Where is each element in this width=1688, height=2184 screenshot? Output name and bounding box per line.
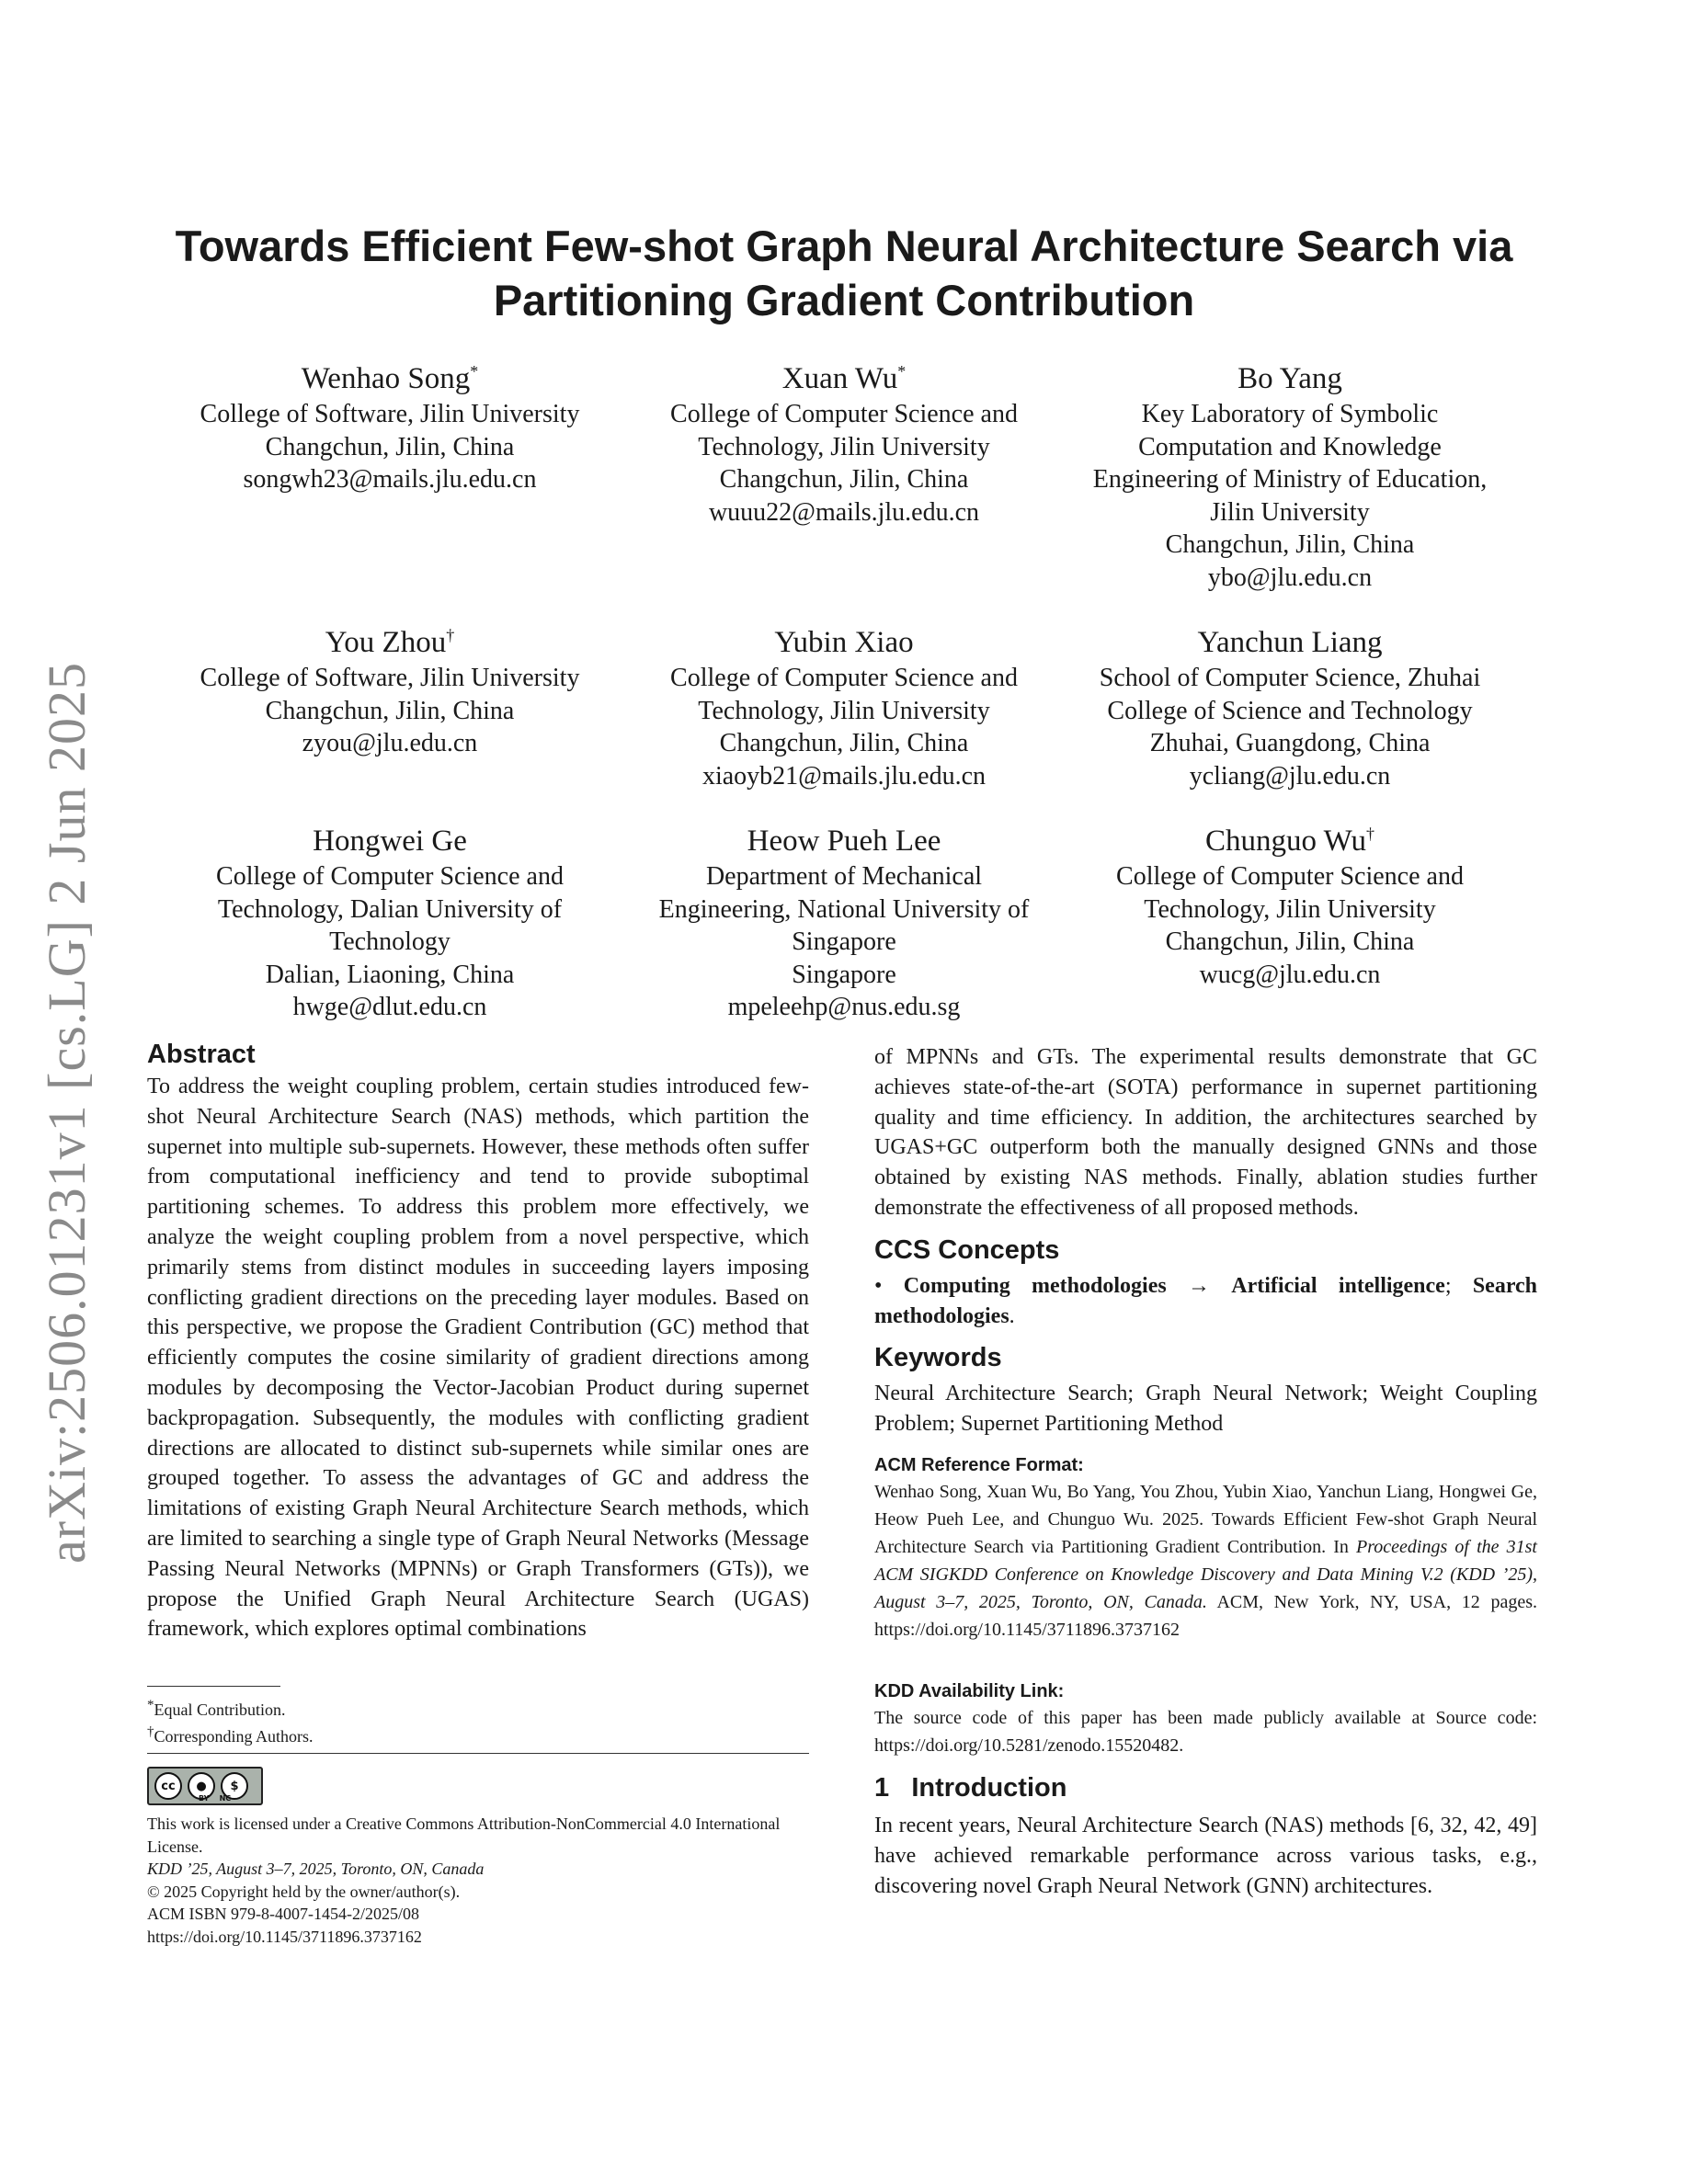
- author-affiliation-line: College of Computer Science and: [216, 862, 564, 891]
- author-block: [628, 815, 1060, 1024]
- ccs-concepts: • Computing methodologies → Artificial intelligence; Search methodologies.: [874, 1273, 1538, 1328]
- license-block: [147, 1813, 818, 1948]
- license-doi: https://doi.org/10.1145/3711896.3737162: [147, 1927, 422, 1946]
- author-block: [1074, 617, 1506, 792]
- author-name: Hongwei Ge: [313, 825, 467, 858]
- abstract-heading: Abstract: [147, 1040, 256, 1069]
- author-block: [1074, 815, 1506, 991]
- author-block: [174, 353, 606, 496]
- cc-badge-labels: BY NC: [199, 1794, 232, 1803]
- author-affiliation-line: College of Science and Technology: [1107, 696, 1473, 725]
- right-column: [874, 1042, 1537, 1901]
- license-isbn: ACM ISBN 979-8-4007-1454-2/2025/08: [147, 1905, 419, 1923]
- author-affiliation-line: Singapore: [792, 927, 896, 956]
- license-copyright: © 2025 Copyright held by the owner/author(s).: [147, 1882, 461, 1901]
- keywords-heading: Keywords: [874, 1343, 1002, 1373]
- license-rule: [147, 1753, 809, 1754]
- author-email: hwge@dlut.edu.cn: [292, 993, 487, 1021]
- author-affiliation-line: Technology, Dalian University of: [217, 894, 563, 924]
- author-affiliation-line: School of Computer Science, Zhuhai: [1099, 664, 1481, 692]
- author-mark: †: [1366, 825, 1374, 843]
- acm-ref-text: Wenhao Song, Xuan Wu, Bo Yang, You Zhou, Yubin Xiao, Yanchun Liang, Hongwei Ge, Heow Pueh Lee, and Chunguo Wu. 2025. Towards Efficient Few-shot Graph Neural Architecture Search via Partitioning Gradient Contribution. In Proceedings of the 31st ACM SIGKDD Conference on Knowledge Discovery and Data Mining V.2 (KDD ’25), August 3–7, 2025, Toronto, ON, Canada. ACM, New York, NY, USA, 12 pages. https://doi.org/10.1145/3711896.3737162: [874, 1481, 1537, 1640]
- author-name: You Zhou†: [325, 626, 455, 659]
- abstract-text-right: of MPNNs and GTs. The experimental results demonstrate that GC achieves state-of-the-art (SOTA) performance in supernet partitioning quality and time efficiency. In addition, the architectures searched by UGAS+GC outperform both the manually designed GNNs and those obtained by existing NAS methods. Finally, ablation studies further demonstrate the effectiveness of all proposed methods.: [874, 1045, 1537, 1220]
- cc-icon: cc: [154, 1772, 182, 1800]
- left-column: [147, 1037, 809, 1644]
- title-line-2: Partitioning Gradient Contribution: [493, 276, 1195, 324]
- author-affiliation-line: Technology: [329, 927, 451, 956]
- author-affiliation-line: Zhuhai, Guangdong, China: [1149, 729, 1431, 757]
- author-affiliation-line: Changchun, Jilin, China: [1165, 927, 1415, 956]
- paper-title: [129, 219, 1559, 327]
- author-affiliation-line: Changchun, Jilin, China: [1165, 530, 1415, 559]
- author-affiliation-line: Technology, Jilin University: [698, 432, 990, 461]
- footnotes: [147, 1694, 809, 1747]
- author-name: Xuan Wu*: [781, 362, 907, 395]
- author-email: songwh23@mails.jlu.edu.cn: [243, 465, 537, 494]
- author-affiliation-line: Technology, Jilin University: [698, 696, 990, 725]
- author-name: Bo Yang: [1237, 362, 1342, 395]
- author-email: mpeleehp@nus.edu.sg: [727, 993, 961, 1021]
- license-venue: KDD ’25, August 3–7, 2025, Toronto, ON, Canada: [147, 1860, 485, 1878]
- author-affiliation-line: Engineering, National University of: [658, 894, 1030, 924]
- keywords-text: Neural Architecture Search; Graph Neural Network; Weight Coupling Problem; Supernet Partitioning Method: [874, 1382, 1537, 1437]
- author-name: Yubin Xiao: [774, 626, 914, 659]
- author-affiliation-line: College of Computer Science and: [1116, 862, 1464, 891]
- nc-icon: $: [221, 1772, 248, 1800]
- author-affiliation-line: College of Software, Jilin University: [200, 400, 580, 428]
- author-name: Heow Pueh Lee: [747, 825, 941, 858]
- intro-heading: 1 Introduction: [874, 1772, 1067, 1803]
- kdd-text: The source code of this paper has been made publicly available at Source code: https://doi.org/10.5281/zenodo.15520482.: [874, 1707, 1537, 1756]
- author-affiliation-line: Jilin University: [1210, 497, 1370, 527]
- author-email: xiaoyb21@mails.jlu.edu.cn: [701, 761, 987, 791]
- author-block: [174, 617, 606, 760]
- author-mark: *: [470, 362, 479, 381]
- author-affiliation-line: College of Computer Science and: [670, 400, 1018, 428]
- author-block: [174, 815, 606, 1024]
- author-mark: †: [446, 626, 455, 644]
- author-affiliation-line: College of Computer Science and: [670, 664, 1018, 692]
- arxiv-stamp-text: arXiv:2506.01231v1 [cs.LG] 2 Jun 2025: [36, 661, 97, 1564]
- kdd-heading: KDD Availability Link:: [874, 1680, 1065, 1701]
- author-affiliation-line: Singapore: [792, 960, 896, 989]
- license-text: This work is licensed under a Creative Commons Attribution-NonCommercial 4.0 International License.: [147, 1814, 781, 1856]
- author-email: ycliang@jlu.edu.cn: [1189, 761, 1391, 791]
- author-email: ybo@jlu.edu.cn: [1207, 563, 1373, 592]
- author-email: zyou@jlu.edu.cn: [302, 729, 478, 757]
- intro-text: In recent years, Neural Architecture Search (NAS) methods [6, 32, 42, 49] have achieved remarkable performance across various tasks, e.g., discovering novel Graph Neural Network (GNN) architectures.: [874, 1813, 1537, 1898]
- author-affiliation-line: Changchun, Jilin, China: [719, 729, 969, 757]
- author-affiliation-line: Department of Mechanical: [705, 862, 983, 891]
- author-name: Chunguo Wu†: [1205, 825, 1374, 858]
- author-email: wuuu22@mails.jlu.edu.cn: [708, 497, 980, 527]
- abstract-text-left: To address the weight coupling problem, certain studies introduced few-shot Neural Architecture Search (NAS) methods, which partition the supernet into multiple sub-supernets. However, these methods often suffer from computational inefficiency and tend to provide suboptimal partitioning schemes. To address this problem more effectively, we analyze the weight coupling problem from a novel perspective, which primarily stems from distinct modules in succeeding layers imposing conflicting gradient directions on the preceding layer modules. Based on this perspective, we propose the Gradient Contribution (GC) method that efficiently computes the cosine similarity of gradient directions among modules by decomposing the Vector-Jacobian Product during supernet backpropagation. Subsequently, the modules with conflicting gradient directions are allocated to distinct sub-supernets while similar ones are grouped together. To assess the advantages of GC and address the limitations of existing Graph Neural Architecture Search methods, which are limited to searching a single type of Graph Neural Networks (Message Passing Neural Networks (MPNNs) or Graph Transformers (GTs)), we propose the Unified Graph Neural Architecture Search (UGAS) framework, which explores optimal combinations: [147, 1075, 809, 1642]
- author-affiliation-line: Changchun, Jilin, China: [265, 696, 515, 725]
- author-affiliation-line: College of Software, Jilin University: [200, 664, 580, 692]
- footnote-rule: [147, 1686, 280, 1687]
- footnote-equal: *Equal Contribution.: [147, 1698, 286, 1719]
- author-block: [628, 617, 1060, 792]
- title-line-1: Towards Efficient Few-shot Graph Neural Architecture Search via: [175, 222, 1513, 270]
- acm-ref-heading: ACM Reference Format:: [874, 1454, 1084, 1475]
- author-name: Wenhao Song*: [301, 362, 479, 395]
- author-email: wucg@jlu.edu.cn: [1199, 960, 1381, 989]
- footnote-corresponding: †Corresponding Authors.: [147, 1724, 314, 1746]
- author-block: [1074, 353, 1506, 594]
- author-affiliation-line: Key Laboratory of Symbolic: [1141, 400, 1439, 428]
- author-affiliation-line: Dalian, Liaoning, China: [265, 960, 515, 989]
- arxiv-stamp: [28, 634, 105, 1590]
- author-affiliation-line: Engineering of Ministry of Education,: [1092, 465, 1488, 494]
- author-affiliation-line: Technology, Jilin University: [1144, 894, 1436, 924]
- author-mark: *: [897, 362, 907, 381]
- author-affiliation-line: Changchun, Jilin, China: [719, 465, 969, 494]
- author-name: Yanchun Liang: [1197, 626, 1383, 659]
- author-affiliation-line: Computation and Knowledge: [1138, 432, 1442, 461]
- author-affiliation-line: Changchun, Jilin, China: [265, 432, 515, 461]
- by-icon: ●: [188, 1772, 215, 1800]
- author-block: [628, 353, 1060, 529]
- ccs-heading: CCS Concepts: [874, 1234, 1060, 1265]
